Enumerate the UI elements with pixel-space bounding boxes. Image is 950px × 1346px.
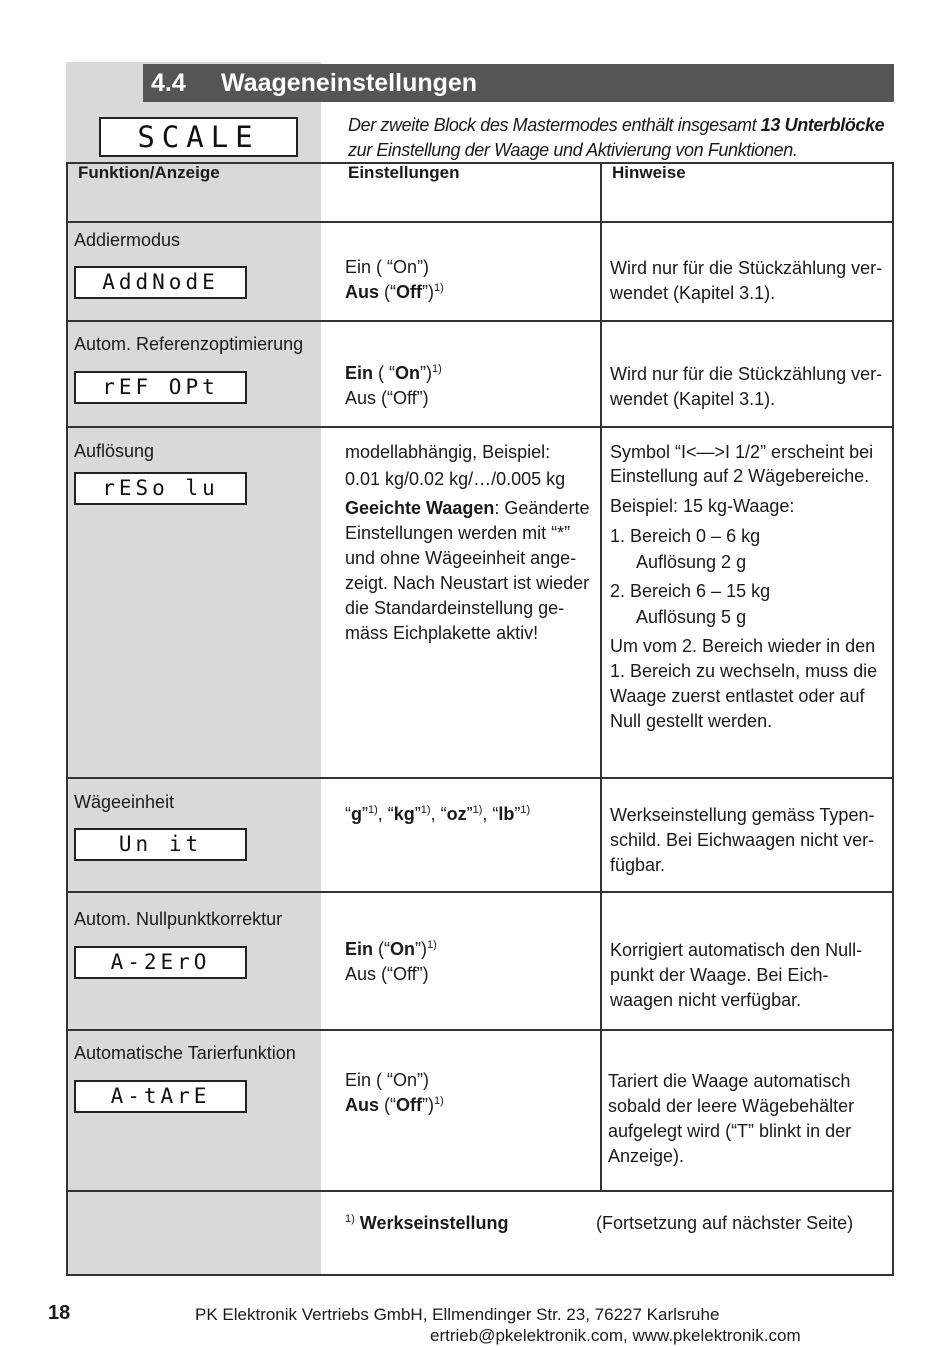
note-line: Beispiel: 15 kg-Waage: (610, 496, 795, 516)
setting-line: Ein (“On”)$^{1)}$ (345, 939, 437, 959)
note-line: Wird nur für die Stückzählung ver- (610, 364, 883, 384)
note-line: Korrigiert automatisch den Null- (610, 940, 863, 960)
note-line: Einstellung auf 2 Wägebereiche. (610, 466, 870, 486)
section-title: Waageneinstellungen (221, 69, 478, 97)
section-number: 4.4 (151, 69, 186, 97)
row-display-text: A-2ErO (110, 950, 211, 974)
row-display (74, 1080, 247, 1113)
row-label: Auflösung (74, 441, 155, 461)
row-display-text: rEF OPt (102, 375, 219, 399)
row-display-text: AddNodE (102, 270, 219, 294)
note-line: Waage zuerst entlastet oder auf (610, 686, 865, 706)
footer-contact: ertrieb@pkelektronik.com, www.pkelektronik.com (430, 1326, 801, 1345)
note-line: sobald der leere Wägebehälter (608, 1096, 855, 1116)
footer-address: PK Elektronik Vertriebs GmbH, Ellmendinger Str. 23, 76227 Karlsruhe (195, 1305, 720, 1324)
intro-line2: zur Einstellung der Waage und Aktivierung von Funktionen. (348, 140, 798, 160)
setting-line: Ein ( “On”) (345, 1070, 430, 1090)
row-divider (66, 221, 894, 223)
intro-part1: Der zweite Block des Mastermodes enthält insgesamt (348, 115, 761, 135)
setting-line: Aus (“Off”) (345, 388, 429, 408)
note-line: Null gestellt werden. (610, 711, 773, 731)
note-line: Auflösung 2 g (636, 552, 747, 572)
note-line: 2. Bereich 6 – 15 kg (610, 581, 771, 601)
note-line: wendet (Kapitel 3.1). (610, 389, 776, 409)
row-display (74, 472, 247, 505)
note-line: waagen nicht verfügbar. (610, 990, 802, 1010)
row-divider (66, 1190, 894, 1192)
row-divider (66, 426, 894, 428)
row-display-text: rESo lu (102, 476, 219, 500)
setting-line: Einstellungen werden mit “*” (345, 523, 571, 543)
column-header-notes: Hinweise (612, 163, 686, 182)
row-label: Addiermodus (74, 230, 181, 250)
table-bottom-line (66, 1274, 894, 1276)
row-display (74, 266, 247, 299)
note-line: fügbar. (610, 855, 666, 875)
row-display-text: Un it (118, 832, 203, 856)
note-line: wendet (Kapitel 3.1). (610, 283, 776, 303)
row-display (74, 946, 247, 979)
setting-line: Ein ( “On”)$^{1)}$ (345, 363, 442, 383)
footnote: $^{1)}$ Werkseinstellung (345, 1213, 509, 1233)
note-line: Um vom 2. Bereich wieder in den (610, 636, 876, 656)
table-right-line (892, 162, 894, 1274)
setting-line: die Standardeinstellung ge- (345, 598, 565, 618)
row-divider (66, 1029, 894, 1031)
note-line: punkt der Waage. Bei Eich- (610, 965, 829, 985)
column-header-function: Funktion/Anzeige (78, 163, 220, 182)
scale-display (99, 117, 298, 157)
setting-line: zeigt. Nach Neustart ist wieder (345, 573, 590, 593)
column-divider (600, 162, 602, 1192)
continued-note: (Fortsetzung auf nächster Seite) (596, 1213, 854, 1233)
setting-line: mäss Eichplakette aktiv! (345, 623, 539, 643)
note-line: 1. Bereich 0 – 6 kg (610, 526, 761, 546)
note-line: Werkseinstellung gemäss Typen- (610, 805, 875, 825)
setting-line: 0.01 kg/0.02 kg/…/0.005 kg (345, 469, 566, 489)
note-line: Auflösung 5 g (636, 607, 747, 627)
row-label: Wägeeinheit (74, 792, 175, 812)
page-number: 18 (48, 1302, 71, 1324)
setting-line: Aus (“Off”)$^{1)}$ (345, 282, 444, 302)
intro-text (348, 113, 908, 163)
row-display (74, 828, 247, 861)
note-line: schild. Bei Eichwaagen nicht ver- (610, 830, 875, 850)
unit-options: “g”$^{1)}$, “kg”$^{1)}$, “oz”$^{1)}$, “lb”$^{1)}$ (345, 804, 531, 824)
note-line: Wird nur für die Stückzählung ver- (610, 258, 883, 278)
setting-line: Ein ( “On”) (345, 257, 430, 277)
intro-bold: 13 Unterblöcke (760, 115, 885, 135)
note-line: aufgelegt wird (“T” blinkt in der (608, 1121, 852, 1141)
note-line: Anzeige). (608, 1146, 685, 1166)
row-divider (66, 777, 894, 779)
setting-line: und ohne Wägeeinheit ange- (345, 548, 577, 568)
row-label: Autom. Nullpunktkorrektur (74, 909, 283, 929)
row-divider (66, 891, 894, 893)
row-divider (66, 320, 894, 322)
section-header (143, 64, 894, 102)
row-label: Autom. Referenzoptimierung (74, 334, 304, 354)
scale-display-text: SCALE (137, 120, 260, 154)
setting-line: Geeichte Waagen: Geänderte (345, 498, 590, 518)
row-display-text: A-tArE (110, 1084, 211, 1108)
note-line: 1. Bereich zu wechseln, muss die (610, 661, 878, 681)
setting-line: Aus (“Off”)$^{1)}$ (345, 1095, 444, 1115)
setting-line: modellabhängig, Beispiel: (345, 442, 551, 462)
row-label: Automatische Tarierfunktion (74, 1043, 296, 1063)
setting-line: Aus (“Off”) (345, 964, 429, 984)
row-display (74, 371, 247, 404)
column-header-settings: Einstellungen (348, 163, 460, 182)
note-line: Symbol “I<—>I 1/2” erscheint bei (610, 442, 874, 462)
note-line: Tariert die Waage automatisch (608, 1071, 851, 1091)
table-left-line (66, 162, 68, 1274)
